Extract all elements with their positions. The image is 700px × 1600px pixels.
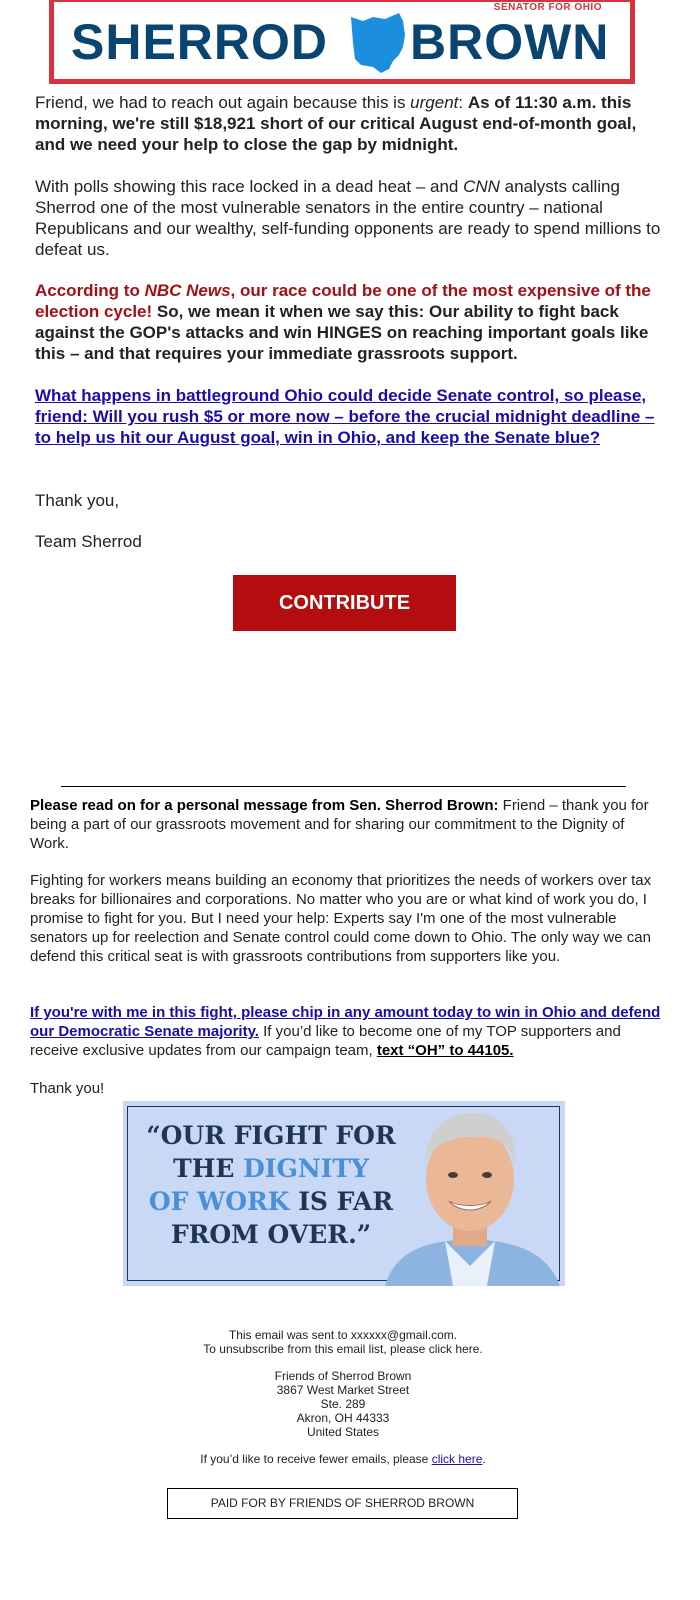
intro-bold-text: As of 11:30 a.m. this morning, we're still $18,921 short of our critical August end-of-month goal, and we need your help to close the gap by midnight. bbox=[35, 93, 637, 154]
nbc-red-a: According to bbox=[35, 281, 145, 300]
top-supporter-text: If you’d like to become one of my TOP supporters and receive exclusive updates from our campaign team, bbox=[30, 1023, 621, 1059]
donate-ask-link[interactable]: What happens in battleground Ohio could decide Senate control, so please, friend: Will you rush $5 or more now – before the crucial midnight deadline – to help us hit our August goal, win in Ohio, and keep the Senate blue? bbox=[35, 386, 655, 447]
fewer-emails-end: . bbox=[482, 1452, 486, 1466]
logo-first-name: SHERROD bbox=[71, 14, 329, 70]
footer-org: Friends of Sherrod Brown bbox=[274, 1369, 412, 1383]
quote-of-work: OF WORK bbox=[148, 1187, 290, 1216]
thanks-line: Thank you, bbox=[35, 491, 120, 510]
quote-line-2 bbox=[141, 1152, 401, 1185]
divider bbox=[61, 786, 626, 787]
footer-address-2: Ste. 289 bbox=[320, 1397, 366, 1411]
footer-fewer-emails bbox=[0, 1452, 686, 1466]
ohio-state-icon bbox=[349, 13, 407, 73]
ask-paragraph bbox=[35, 385, 665, 448]
dignity-of-work-banner[interactable] bbox=[123, 1101, 565, 1286]
footer-sent-to: This email was sent to xxxxxx@gmail.com. bbox=[228, 1328, 458, 1342]
quote-line-4: FROM OVER.” bbox=[170, 1220, 372, 1249]
nbc-red-c: , our race could be one of the most expensive of the election cycle! bbox=[35, 281, 651, 321]
quote-the: THE bbox=[173, 1154, 244, 1183]
team-signature: Team Sherrod bbox=[35, 532, 142, 551]
nbc-bold-text: So, we mean it when we say this: Our ability to fight back against the GOP's attacks and win HINGES on reaching important goals like this – and that requires your immediate grassroots support. bbox=[35, 302, 649, 363]
contribute-button[interactable]: CONTRIBUTE bbox=[233, 575, 456, 631]
fewer-emails-text: If you’d like to receive fewer emails, please bbox=[200, 1452, 432, 1466]
intro-text: Friend, we had to reach out again because this is bbox=[35, 93, 411, 112]
logo-banner[interactable] bbox=[49, 0, 635, 84]
footer-address-1: 3867 West Market Street bbox=[276, 1383, 410, 1397]
cnn-emphasis: CNN bbox=[463, 177, 500, 196]
polls-paragraph bbox=[35, 176, 665, 260]
fewer-emails-link[interactable]: click here bbox=[431, 1452, 483, 1466]
urgent-emphasis: urgent bbox=[410, 93, 459, 112]
quote-dignity: DIGNITY bbox=[243, 1154, 369, 1183]
chip-in-link[interactable]: If you're with me in this fight, please chip in any amount today to win in Ohio and defend our Democratic Senate majority. bbox=[30, 1004, 661, 1040]
nbc-paragraph bbox=[35, 280, 665, 364]
footer-address-4: United States bbox=[306, 1425, 380, 1439]
senator-portrait bbox=[375, 1101, 565, 1286]
personal-lead: Please read on for a personal message from Sen. Sherrod Brown: bbox=[30, 797, 499, 814]
intro-colon: : bbox=[458, 93, 468, 112]
quote-line-1: “OUR FIGHT FOR bbox=[146, 1121, 396, 1150]
personal-message-paragraph bbox=[30, 796, 662, 853]
footer-unsubscribe[interactable]: To unsubscribe from this email list, please click here. bbox=[203, 1342, 483, 1356]
chip-in-paragraph bbox=[30, 1003, 662, 1060]
personal-text: Friend – thank you for being a part of our grassroots movement and for sharing our commitment to the Dignity of Work. bbox=[30, 797, 649, 852]
logo-last-name: BROWN bbox=[410, 14, 610, 70]
banner-quote bbox=[141, 1119, 401, 1251]
paid-for-disclaimer: PAID FOR BY FRIENDS OF SHERROD BROWN bbox=[167, 1488, 518, 1519]
personal-thanks: Thank you! bbox=[30, 1080, 105, 1097]
quote-line-3 bbox=[141, 1185, 401, 1218]
polls-text-a: With polls showing this race locked in a dead heat – and bbox=[35, 177, 464, 196]
nbc-red-emphasis: NBC News bbox=[144, 281, 231, 300]
text-oh-link[interactable]: text “OH” to 44105. bbox=[376, 1042, 514, 1059]
fighting-paragraph: Fighting for workers means building an economy that prioritizes the needs of workers over tax breaks for billionaires and corporations. No matter who you are or what kind of work you do, I promise to fight for you. But I need your help: Experts say I'm one of the most vulnerable senators up for reelection and Senate control could come down to Ohio. The only way we can defend this critical seat is with grassroots contributions from supporters like you. bbox=[30, 872, 652, 965]
polls-text-c: analysts calling Sherrod one of the most vulnerable senators in the entire country – national Republicans and our wealthy, self-funding opponents are ready to spend millions to defeat us. bbox=[35, 177, 661, 259]
intro-paragraph bbox=[35, 92, 665, 155]
footer-address-3: Akron, OH 44333 bbox=[296, 1411, 390, 1425]
quote-is-far: IS FAR bbox=[289, 1187, 394, 1216]
logo-tagline: SENATOR FOR OHIO bbox=[493, 2, 602, 13]
